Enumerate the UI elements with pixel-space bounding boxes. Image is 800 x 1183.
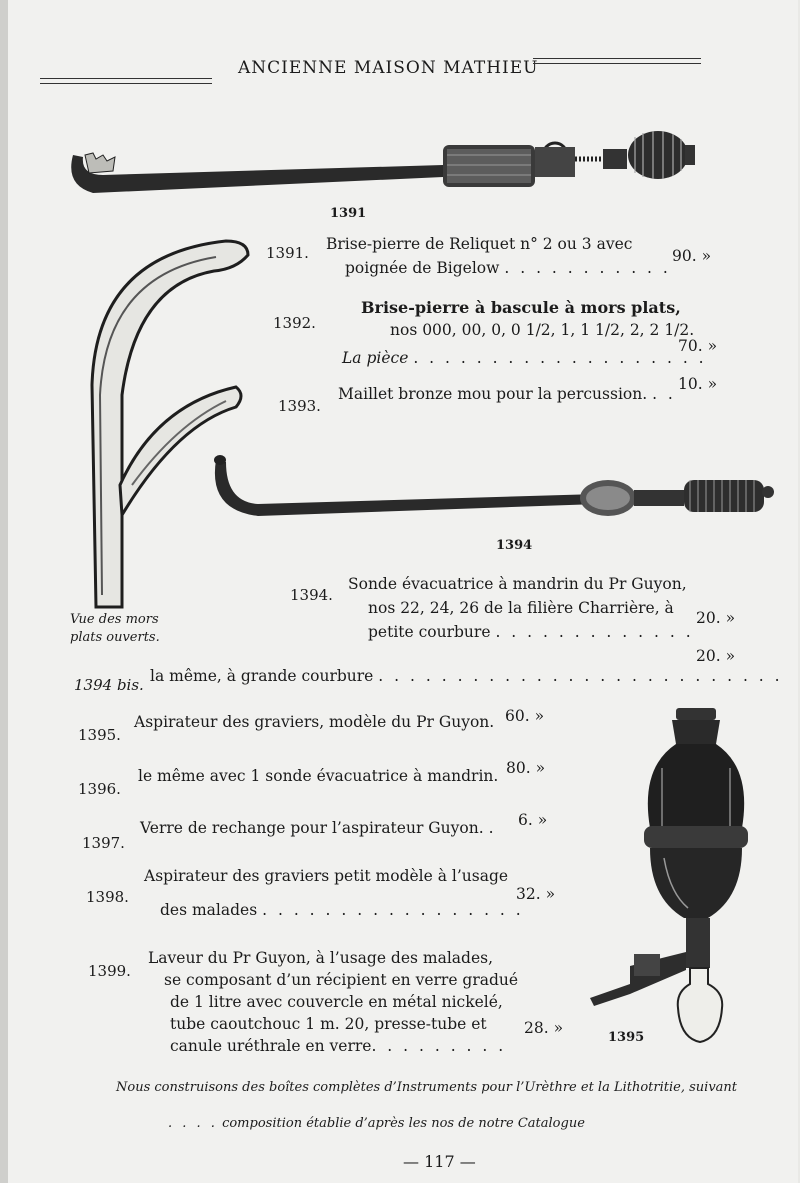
aspirateur-1395-illustration [580,708,760,1048]
footer-note-line1: Nous construisons des boîtes complètes d’Instruments pour l’Urèthre et la Lithotritie, suivant [116,1080,738,1095]
item-1394-desc-line2: nos 22, 24, 26 de la filière Charrière, à [368,599,674,617]
item-1398-number: 1398. [86,888,129,906]
item-1399-desc-line1: Laveur du Pr Guyon, à l’usage des malades, [148,949,494,967]
item-1392-desc-line3: La pièce . . . . . . . . . . . . . . . . . . . [342,349,707,367]
item-1391-desc-line2: poignée de Bigelow . . . . . . . . . . . [345,259,671,277]
item-1392-number: 1392. [273,314,316,332]
item-1394-number: 1394. [290,586,333,604]
figure-label-1395: 1395 [608,1030,645,1045]
item-1394bis-desc-line1: la même, à grande courbure . . . . . . . . . . . . . . . . . . . . . . . . . . [150,667,783,685]
item-1393-desc-line1: Maillet bronze mou pour la percussion. . . [338,385,676,403]
item-1398-price: 32. » [516,885,556,903]
item-1391-price: 90. » [672,247,712,265]
item-1396-price: 80. » [506,759,546,777]
item-1399-price: 28. » [524,1019,564,1037]
item-1394bis-price: 20. » [696,647,736,665]
item-1394-price: 20. » [696,609,736,627]
item-1397-number: 1397. [82,834,125,852]
item-1395-price: 60. » [505,707,545,725]
item-1392-desc-line1: Brise-pierre à bascule à mors plats, [361,298,681,317]
item-1399-desc-line5: canule uréthrale en verre. . . . . . . . . [170,1037,507,1055]
item-1393-price: 10. » [678,375,718,393]
item-1392-price: 70. » [678,337,718,355]
item-1394bis-number: 1394 bis. [74,676,144,694]
item-1396-number: 1396. [78,780,121,798]
item-1391-desc-line1: Brise-pierre de Reliquet n° 2 ou 3 avec [326,235,633,253]
mors-caption-line1: Vue des mors [70,612,159,627]
item-1399-number: 1399. [88,962,131,980]
figure-label-1394: 1394 [496,538,533,553]
item-1396-desc-line1: le même avec 1 sonde évacuatrice à mandrin. [138,767,499,785]
page-number: — 117 — [403,1152,476,1171]
item-1399-desc-line3: de 1 litre avec couvercle en métal nickelé, [170,993,503,1011]
item-1391-number: 1391. [266,244,309,262]
item-1394-desc-line1: Sonde évacuatrice à mandrin du Pr Guyon, [348,575,687,593]
item-1398-desc-line2: des malades . . . . . . . . . . . . . . . . . [160,901,524,919]
item-1399-desc-line4: tube caoutchouc 1 m. 20, presse-tube et [170,1015,487,1033]
mors-caption-line2: plats ouverts. [70,630,160,645]
item-1397-price: 6. » [518,811,548,829]
item-1397-desc-line1: Verre de rechange pour l’aspirateur Guyon. . [140,819,497,837]
item-1395-desc-line1: Aspirateur des graviers, modèle du Pr Guyon. [134,713,495,731]
item-1393-number: 1393. [278,397,321,415]
item-1394-desc-line3: petite courbure . . . . . . . . . . . . . [368,623,694,641]
sonde-1394-illustration [208,450,778,530]
item-1392-desc-line2: nos 000, 00, 0, 0 1/2, 1, 1 1/2, 2, 2 1/2. [390,321,695,339]
mors-plats-ouverts-illustration [76,235,256,615]
catalog-page [8,0,798,1183]
footer-note-line2: . . . . composition établie d’après les nos de notre Catalogue [168,1116,585,1131]
page-header: ANCIENNE MAISON MATHIEU [238,58,539,78]
brise-pierre-1391-illustration [63,125,703,205]
item-1395-number: 1395. [78,726,121,744]
item-1398-desc-line1: Aspirateur des graviers petit modèle à l’usage [144,867,509,885]
page-edge [0,0,8,1183]
header-rule-left [40,78,212,84]
header-rule-right [533,58,701,64]
figure-label-1391: 1391 [330,206,367,221]
item-1399-desc-line2: se composant d’un récipient en verre gradué [164,971,519,989]
